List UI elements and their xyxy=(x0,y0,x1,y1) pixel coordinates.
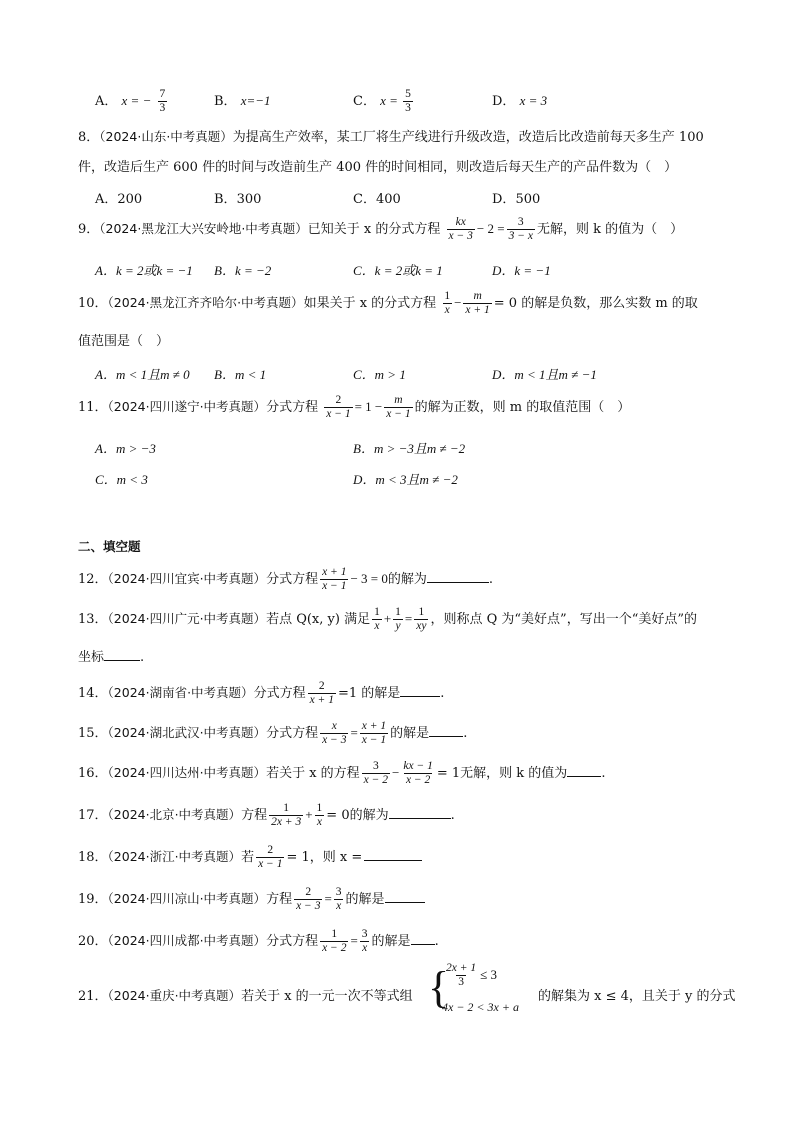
question-source: （2024·浙江·中考真题） xyxy=(107,849,242,864)
question-text: 的解是 xyxy=(345,892,385,907)
frac-num: kx − 1 xyxy=(403,760,433,772)
frac-den: 3 xyxy=(159,102,166,114)
frac-den: x + 1 xyxy=(465,304,490,316)
q20: 20．（2024·四川成都·中考真题）分式方程 $\frac{1}{x - 2}$ = $\frac{3}{x}$ 的解是 . xyxy=(78,928,439,954)
q11-option-c xyxy=(95,469,148,488)
q14 xyxy=(78,680,444,707)
question-source: （2024·湖南省·中考真题） xyxy=(107,685,254,700)
option-label: C． xyxy=(353,192,376,207)
frac-den: xy xyxy=(416,620,427,632)
fraction xyxy=(444,962,478,989)
answer-blank[interactable] xyxy=(427,570,489,583)
option-label: B． xyxy=(214,263,235,278)
frac-num: kx xyxy=(455,216,466,228)
fraction xyxy=(308,680,336,707)
frac-den: x xyxy=(316,816,322,828)
q9-line1 xyxy=(78,216,683,243)
frac-num: 2 xyxy=(335,394,342,406)
q21 xyxy=(78,985,413,1004)
option-label: B． xyxy=(353,441,374,456)
question-text: 为提高生产效率，某工厂将生产线进行升级改造，改造后比改造前每天多生产 100 xyxy=(232,130,704,145)
q8-option-c xyxy=(353,188,401,207)
q9-option-d xyxy=(492,260,551,279)
question-text: 若 xyxy=(241,850,255,865)
question-text: 无解，则 k 的值为（ ） xyxy=(536,222,684,237)
inequality-part: ≤ 3 xyxy=(480,967,498,982)
frac-den: x − 3 xyxy=(322,734,347,746)
option-expr: x = − xyxy=(121,93,152,108)
question-source: （2024·四川遂宁·中考真题） xyxy=(107,399,267,414)
punctuation: . xyxy=(601,766,606,781)
frac-num: 3 xyxy=(361,928,368,940)
answer-blank[interactable] xyxy=(389,806,451,819)
q7-options xyxy=(0,84,794,114)
option-value: k = −2 xyxy=(234,263,272,278)
inequality-row-2: 4x − 2 < 3x + a xyxy=(442,1000,519,1014)
question-source: （2024·山东·中考真题） xyxy=(99,129,233,144)
frac-den: 3 xyxy=(405,102,411,114)
fraction xyxy=(256,844,284,871)
answer-blank[interactable] xyxy=(411,932,435,945)
question-text: 分式方程 xyxy=(253,686,306,701)
q10-option-b xyxy=(214,364,266,383)
q8-option-d xyxy=(492,188,540,207)
frac-den: x − 1 xyxy=(326,408,351,420)
frac-num: 3 xyxy=(517,216,524,228)
question-text: 分式方程 xyxy=(266,726,319,741)
q10-line2: 值范围是（ ） xyxy=(78,334,170,349)
fraction xyxy=(463,290,491,317)
option-value: 400 xyxy=(375,192,401,207)
option-label: D． xyxy=(492,192,516,207)
fraction xyxy=(320,566,348,593)
q17: 17．（2024·北京·中考真题）方程 $\frac{1}{2x + 3}$ + $\frac{1}{x}$ = 0的解为 . xyxy=(78,802,455,828)
frac-num: m xyxy=(394,394,403,406)
question-text: 分式方程 xyxy=(266,572,319,587)
frac-num: x + 1 xyxy=(361,720,387,732)
option-value: m < 1且m ≠ 0 xyxy=(115,367,190,382)
question-text: 若点 Q(x, y) 满足 xyxy=(266,612,371,627)
frac-den: 3 xyxy=(458,976,464,988)
question-source: （2024·湖北武汉·中考真题） xyxy=(107,725,267,740)
q9-options xyxy=(0,256,794,282)
q21-tail: 的解集为 x ≤ 4，且关于 y 的分式 xyxy=(538,989,736,1004)
option-label: D． xyxy=(492,367,515,382)
question-number: 11． xyxy=(78,400,108,415)
question-number: 19． xyxy=(78,892,108,907)
q13-line1: 13．（2024·四川广元·中考真题）若点 Q(x, y) 满足 $\frac{1}{x}$ + $\frac{1}{y}$ = $\frac{1}{xy}$ ，则称点 Q 为“美好点”，写出一个“美好点”的 xyxy=(78,606,697,632)
option-label: D． xyxy=(353,472,376,487)
option-value: m > −3 xyxy=(115,441,156,456)
punctuation: . xyxy=(488,572,494,587)
question-source: （2024·北京·中考真题） xyxy=(107,807,242,822)
frac-num: 1 xyxy=(374,606,380,618)
question-source: （2024·四川宜宾·中考真题） xyxy=(107,571,267,586)
fraction xyxy=(320,720,348,747)
frac-num: 5 xyxy=(405,88,411,100)
option-value: m < 3 xyxy=(116,472,148,487)
question-text: 的解为正数，则 m 的取值范围（ ） xyxy=(414,400,631,415)
question-source: （2024·四川广元·中考真题） xyxy=(107,611,267,626)
frac-den: x + 1 xyxy=(309,694,334,706)
fraction xyxy=(393,606,403,633)
fraction xyxy=(442,290,452,317)
question-text: = 0 的解是负数，那么实数 m 的取 xyxy=(493,296,698,311)
question-text: 如果关于 x 的分式方程 xyxy=(303,296,437,311)
fraction xyxy=(507,216,535,243)
fraction xyxy=(360,928,370,955)
option-expr: x=−1 xyxy=(240,93,271,108)
frac-num: 2 xyxy=(305,886,312,898)
q13-line2 xyxy=(78,646,144,665)
frac-den: x − 1 xyxy=(361,734,387,746)
option-label: C． xyxy=(353,94,376,109)
option-value: k = 2或k = −1 xyxy=(115,263,193,278)
punctuation: . xyxy=(463,726,468,741)
option-expr: x = 3 xyxy=(519,93,548,108)
q7-option-b xyxy=(214,90,271,109)
option-value: k = 2或k = 1 xyxy=(374,263,443,278)
fraction xyxy=(315,802,325,829)
answer-blank[interactable] xyxy=(364,848,422,861)
question-number: 15． xyxy=(78,726,108,741)
punctuation: . xyxy=(140,650,145,665)
option-expr: x = xyxy=(380,93,402,108)
q8-line2: 件，改造后生产 600 件的时间与改造前生产 400 件的时间相同，则改造后每天生产的产品件数为（ ） xyxy=(78,160,678,175)
frac-den: y xyxy=(395,620,401,632)
q11-line1 xyxy=(78,394,630,421)
question-number: 8． xyxy=(78,130,100,145)
option-value: m > 1 xyxy=(374,367,406,382)
answer-blank[interactable] xyxy=(429,724,463,737)
question-text: 分式方程 xyxy=(266,934,319,949)
q8-option-b xyxy=(214,188,261,207)
question-text: = 1无解，则 k 的值为 xyxy=(436,766,568,781)
frac-num: 1 xyxy=(444,290,451,302)
question-number: 12． xyxy=(78,572,108,587)
q10-option-c xyxy=(353,364,406,383)
fraction xyxy=(447,216,475,243)
q19: 19．（2024·四川凉山·中考真题）方程 $\frac{2}{x - 3}$ = $\frac{3}{x}$ 的解是 xyxy=(78,886,425,913)
q12 xyxy=(78,566,493,593)
frac-num: 3 xyxy=(335,886,342,898)
option-value: 500 xyxy=(515,192,541,207)
option-label: D． xyxy=(492,263,515,278)
question-text: 方程 xyxy=(241,808,268,823)
question-number: 21． xyxy=(78,989,108,1004)
punctuation: . xyxy=(450,808,455,823)
frac-den: 2x + 3 xyxy=(271,816,302,828)
question-source: （2024·重庆·中考真题） xyxy=(107,988,242,1003)
frac-num: x + 1 xyxy=(322,566,347,578)
fraction xyxy=(362,760,390,787)
question-text: 坐标 xyxy=(78,650,105,665)
frac-num: 2 xyxy=(318,680,325,692)
q9-option-b xyxy=(214,260,271,279)
frac-den: x − 2 xyxy=(363,774,389,786)
equation-part: = 1 − xyxy=(354,399,383,414)
fraction xyxy=(294,886,322,913)
option-label: B． xyxy=(214,192,237,207)
question-text: 若关于 x 的方程 xyxy=(266,766,360,781)
question-number: 9． xyxy=(78,222,100,237)
option-label: C． xyxy=(353,263,375,278)
frac-den: 3 − x xyxy=(508,230,533,242)
question-number: 17． xyxy=(78,808,108,823)
q10-option-a xyxy=(95,364,190,383)
fraction xyxy=(158,88,168,115)
frac-num: 2x + 1 xyxy=(446,962,477,974)
question-text: 已知关于 x 的分式方程 xyxy=(307,222,441,237)
frac-num: 1 xyxy=(283,802,290,814)
q7-option-c xyxy=(353,88,415,115)
q9-option-a xyxy=(95,260,193,279)
question-number: 13． xyxy=(78,612,108,627)
option-label: A． xyxy=(95,94,118,109)
q10-line1 xyxy=(78,290,698,317)
q15: 15．（2024·湖北武汉·中考真题）分式方程 $\frac{x}{x - 3}$ = $\frac{x + 1}{x - 1}$ 的解是 . xyxy=(78,720,468,746)
fraction xyxy=(384,394,412,421)
equation-part: − xyxy=(454,295,462,310)
q10-options xyxy=(0,360,794,386)
question-text: ，则称点 Q 为“美好点”，写出一个“美好点”的 xyxy=(430,612,697,627)
question-text: − 3 = 0的解为 xyxy=(350,571,427,586)
fraction xyxy=(360,720,388,747)
option-value: 300 xyxy=(236,192,262,207)
question-text: = 1，则 x = xyxy=(286,850,363,865)
option-label: A． xyxy=(95,192,118,207)
q9-option-c xyxy=(353,260,443,279)
question-text: = 0的解为 xyxy=(326,808,389,823)
q8-options xyxy=(0,184,794,210)
question-source: （2024·四川达州·中考真题） xyxy=(107,765,267,780)
q16: 16．（2024·四川达州·中考真题）若关于 x 的方程 $\frac{3}{x - 2}$ − $\frac{kx - 1}{x - 2}$ = 1无解，则 k 的值为 . xyxy=(78,760,606,786)
question-source: （2024·黑龙江大兴安岭地·中考真题） xyxy=(99,221,308,236)
option-value: m < 1且m ≠ −1 xyxy=(514,367,597,382)
question-number: 20． xyxy=(78,934,108,949)
frac-den: x − 1 xyxy=(386,408,411,420)
fraction xyxy=(401,760,434,787)
question-number: 16． xyxy=(78,766,108,781)
frac-num: 1 xyxy=(418,606,425,618)
option-label: B． xyxy=(214,367,235,382)
fraction xyxy=(269,802,303,829)
q7-option-a xyxy=(95,88,169,115)
answer-blank[interactable] xyxy=(104,648,140,661)
q11-option-b xyxy=(353,438,465,457)
q8-line1 xyxy=(78,126,704,145)
q11-option-d xyxy=(353,469,458,488)
question-text: 的解是 xyxy=(390,726,430,741)
q18 xyxy=(78,844,422,871)
frac-den: x − 2 xyxy=(322,942,347,954)
frac-den: x xyxy=(374,620,380,632)
question-source: （2024·四川凉山·中考真题） xyxy=(107,891,267,906)
frac-num: 1 xyxy=(331,928,338,940)
frac-den: x xyxy=(444,304,450,316)
option-label: A． xyxy=(95,263,116,278)
inequality-row-1 xyxy=(442,962,497,989)
question-text: 若关于 x 的一元一次不等式组 xyxy=(241,989,413,1004)
fraction xyxy=(403,88,413,115)
option-label: A． xyxy=(95,441,116,456)
answer-blank[interactable] xyxy=(400,684,440,697)
left-brace-icon: { xyxy=(428,963,450,1012)
option-label: C． xyxy=(353,367,375,382)
frac-den: x − 2 xyxy=(405,774,431,786)
option-value: 200 xyxy=(117,192,143,207)
frac-den: x xyxy=(336,900,342,912)
punctuation: . xyxy=(440,686,445,701)
option-label: B． xyxy=(214,94,237,109)
question-text: 方程 xyxy=(266,892,293,907)
option-value: k = −1 xyxy=(514,263,551,278)
equation-part: − 2 = xyxy=(476,221,505,236)
question-text: =1 的解是 xyxy=(337,686,401,701)
question-source: （2024·四川成都·中考真题） xyxy=(107,933,267,948)
fraction xyxy=(320,928,348,955)
frac-num: 1 xyxy=(316,802,323,814)
fraction xyxy=(324,394,352,421)
question-text: 的解是 xyxy=(371,934,411,949)
frac-den: x − 1 xyxy=(258,858,283,870)
answer-blank[interactable] xyxy=(385,890,425,903)
fraction xyxy=(414,606,428,633)
frac-num: 3 xyxy=(372,760,379,772)
frac-num: 2 xyxy=(267,844,274,856)
fraction xyxy=(334,886,344,913)
option-label: A． xyxy=(95,367,116,382)
question-number: 14． xyxy=(78,686,108,701)
option-label: C． xyxy=(95,472,117,487)
frac-den: x − 1 xyxy=(322,580,347,592)
q8-option-a xyxy=(95,188,142,207)
frac-num: m xyxy=(473,290,482,302)
section-header-fill-in: 二、填空题 xyxy=(78,539,141,554)
q10-option-d xyxy=(492,364,597,383)
q11-option-a xyxy=(95,438,156,457)
frac-den: x − 3 xyxy=(296,900,321,912)
question-number: 10． xyxy=(78,296,108,311)
punctuation: . xyxy=(434,934,439,949)
frac-num: 1 xyxy=(395,606,401,618)
fraction xyxy=(372,606,382,633)
option-value: m < 3且m ≠ −2 xyxy=(375,472,458,487)
option-value: m < 1 xyxy=(234,367,267,382)
frac-num: 7 xyxy=(159,88,166,100)
q21-inequality-system xyxy=(428,962,524,1022)
frac-num: x xyxy=(331,720,337,732)
frac-den: x − 3 xyxy=(448,230,473,242)
question-text: 分式方程 xyxy=(266,400,319,415)
question-source: （2024·黑龙江齐齐哈尔·中考真题） xyxy=(107,295,304,310)
answer-blank[interactable] xyxy=(567,764,601,777)
q7-option-d xyxy=(492,90,547,109)
option-label: D． xyxy=(492,94,516,109)
question-number: 18． xyxy=(78,850,108,865)
frac-den: x xyxy=(362,942,368,954)
option-value: m > −3且m ≠ −2 xyxy=(373,441,466,456)
